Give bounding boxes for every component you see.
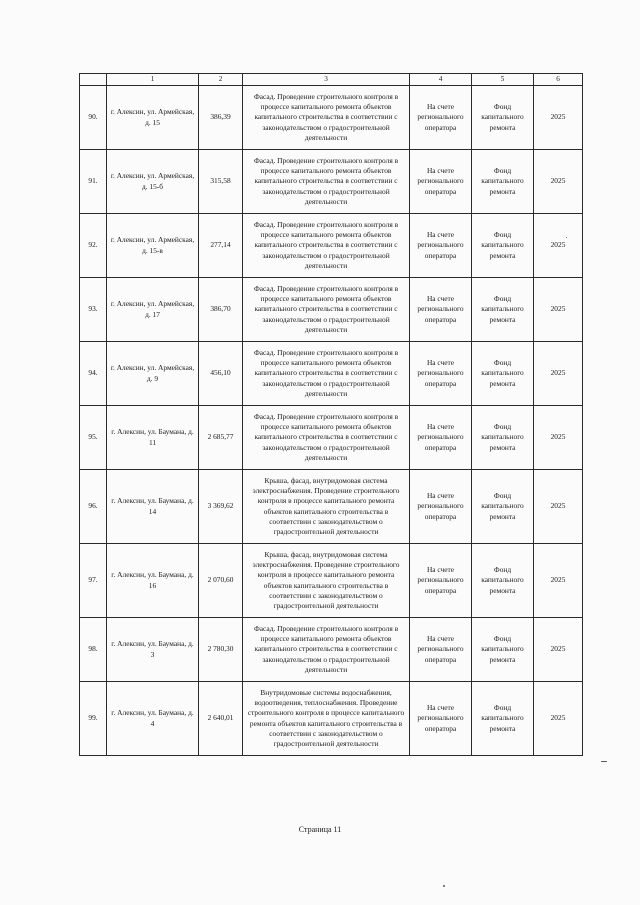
address-cell: г. Алексин, ул. Армейская, д. 17	[107, 278, 199, 342]
area-cell: 456,10	[199, 342, 243, 406]
account-cell: На счете регионального оператора	[410, 278, 472, 342]
works-cell: Фасад. Проведение строительного контроля в процессе капитального ремонта объектов капитального строительства в соответствии с законодательством о градостроительной деятельности	[243, 406, 410, 470]
area-cell: 386,70	[199, 278, 243, 342]
year-cell: 2025	[534, 214, 583, 278]
row-number: 93.	[80, 278, 107, 342]
row-number: 96.	[80, 470, 107, 544]
area-cell: 386,39	[199, 86, 243, 150]
row-number: 90.	[80, 86, 107, 150]
area-cell: 3 369,62	[199, 470, 243, 544]
address-cell: г. Алексин, ул. Армейская, д. 15	[107, 86, 199, 150]
works-cell: Крыша, фасад, внутридомовая система электроснабжения. Проведение строительного контроля в процессе капитального ремонта объектов капитального строительства в соответствии с законодательством о градостроительной деятельности	[243, 544, 410, 618]
account-cell: На счете регионального оператора	[410, 214, 472, 278]
header-cell: 1	[107, 74, 199, 86]
header-cell: 5	[472, 74, 534, 86]
header-cell: 4	[410, 74, 472, 86]
row-number: 92.	[80, 214, 107, 278]
works-cell: Фасад. Проведение строительного контроля в процессе капитального ремонта объектов капитального строительства в соответствии с законодательством о градостроительной деятельности	[243, 278, 410, 342]
table-row	[80, 544, 583, 618]
address-cell: г. Алексин, ул. Баумана, д. 3	[107, 618, 199, 682]
row-number: 97.	[80, 544, 107, 618]
funding-source-cell: Фонд капитального ремонта	[472, 342, 534, 406]
address-cell: г. Алексин, ул. Баумана, д. 11	[107, 406, 199, 470]
address-cell: г. Алексин, ул. Армейская, д. 9	[107, 342, 199, 406]
row-number: 94.	[80, 342, 107, 406]
year-cell: 2025	[534, 682, 583, 756]
row-number: 99.	[80, 682, 107, 756]
year-cell: 2025	[534, 342, 583, 406]
year-cell: 2025	[534, 278, 583, 342]
header-cell	[80, 74, 107, 86]
funding-source-cell: Фонд капитального ремонта	[472, 406, 534, 470]
area-cell: 277,14	[199, 214, 243, 278]
column-number-row	[80, 74, 583, 86]
funding-source-cell: Фонд капитального ремонта	[472, 86, 534, 150]
funding-source-cell: Фонд капитального ремонта	[472, 214, 534, 278]
table-row	[80, 470, 583, 544]
table-row	[80, 618, 583, 682]
year-cell: 2025	[534, 544, 583, 618]
area-cell: 2 780,30	[199, 618, 243, 682]
funding-source-cell: Фонд капитального ремонта	[472, 682, 534, 756]
funding-source-cell: Фонд капитального ремонта	[472, 544, 534, 618]
works-cell: Внутридомовые системы водоснабжения, водоотведения, теплоснабжения. Проведение строительного контроля в процессе капитального ремонта объектов капитального строительства в соответствии с законодательством о градостроительной деятельности	[243, 682, 410, 756]
year-cell: 2025	[534, 470, 583, 544]
header-cell: 6	[534, 74, 583, 86]
works-cell: Фасад. Проведение строительного контроля в процессе капитального ремонта объектов капитального строительства в соответствии с законодательством о градостроительной деятельности	[243, 150, 410, 214]
table-row	[80, 342, 583, 406]
works-cell: Фасад. Проведение строительного контроля в процессе капитального ремонта объектов капитального строительства в соответствии с законодательством о градостроительной деятельности	[243, 86, 410, 150]
account-cell: На счете регионального оператора	[410, 618, 472, 682]
header-cell: 3	[243, 74, 410, 86]
year-cell: 2025	[534, 150, 583, 214]
year-cell: 2025	[534, 86, 583, 150]
scan-speck	[443, 885, 445, 887]
row-number: 98.	[80, 618, 107, 682]
area-cell: 2 070,60	[199, 544, 243, 618]
account-cell: На счете регионального оператора	[410, 544, 472, 618]
works-cell: Фасад. Проведение строительного контроля в процессе капитального ремонта объектов капитального строительства в соответствии с законодательством о градостроительной деятельности	[243, 342, 410, 406]
row-number: 95.	[80, 406, 107, 470]
year-cell: 2025	[534, 406, 583, 470]
area-cell: 2 685,77	[199, 406, 243, 470]
table-row	[80, 406, 583, 470]
table-row	[80, 150, 583, 214]
repair-plan-table	[79, 73, 583, 756]
address-cell: г. Алексин, ул. Баумана, д. 4	[107, 682, 199, 756]
account-cell: На счете регионального оператора	[410, 682, 472, 756]
address-cell: г. Алексин, ул. Армейская, д. 15-в	[107, 214, 199, 278]
year-cell: 2025	[534, 618, 583, 682]
funding-source-cell: Фонд капитального ремонта	[472, 470, 534, 544]
works-cell: Крыша, фасад, внутридомовая система электроснабжения. Проведение строительного контроля в процессе капитального ремонта объектов капитального строительства в соответствии с законодательством о градостроительной деятельности	[243, 470, 410, 544]
table-row	[80, 682, 583, 756]
page-number-footer: Страница 11	[298, 825, 342, 834]
area-cell: 2 640,01	[199, 682, 243, 756]
row-number: 91.	[80, 150, 107, 214]
account-cell: На счете регионального оператора	[410, 470, 472, 544]
account-cell: На счете регионального оператора	[410, 86, 472, 150]
scan-speck	[566, 237, 567, 238]
address-cell: г. Алексин, ул. Армейская, д. 15-б	[107, 150, 199, 214]
account-cell: На счете регионального оператора	[410, 150, 472, 214]
address-cell: г. Алексин, ул. Баумана, д. 16	[107, 544, 199, 618]
funding-source-cell: Фонд капитального ремонта	[472, 618, 534, 682]
account-cell: На счете регионального оператора	[410, 406, 472, 470]
funding-source-cell: Фонд капитального ремонта	[472, 278, 534, 342]
works-cell: Фасад. Проведение строительного контроля в процессе капитального ремонта объектов капитального строительства в соответствии с законодательством о градостроительной деятельности	[243, 618, 410, 682]
table-row	[80, 86, 583, 150]
funding-source-cell: Фонд капитального ремонта	[472, 150, 534, 214]
table-row	[80, 278, 583, 342]
scan-speck	[601, 761, 607, 762]
works-cell: Фасад. Проведение строительного контроля в процессе капитального ремонта объектов капитального строительства в соответствии с законодательством о градостроительной деятельности	[243, 214, 410, 278]
table-row	[80, 214, 583, 278]
header-cell: 2	[199, 74, 243, 86]
area-cell: 315,58	[199, 150, 243, 214]
address-cell: г. Алексин, ул. Баумана, д. 14	[107, 470, 199, 544]
account-cell: На счете регионального оператора	[410, 342, 472, 406]
